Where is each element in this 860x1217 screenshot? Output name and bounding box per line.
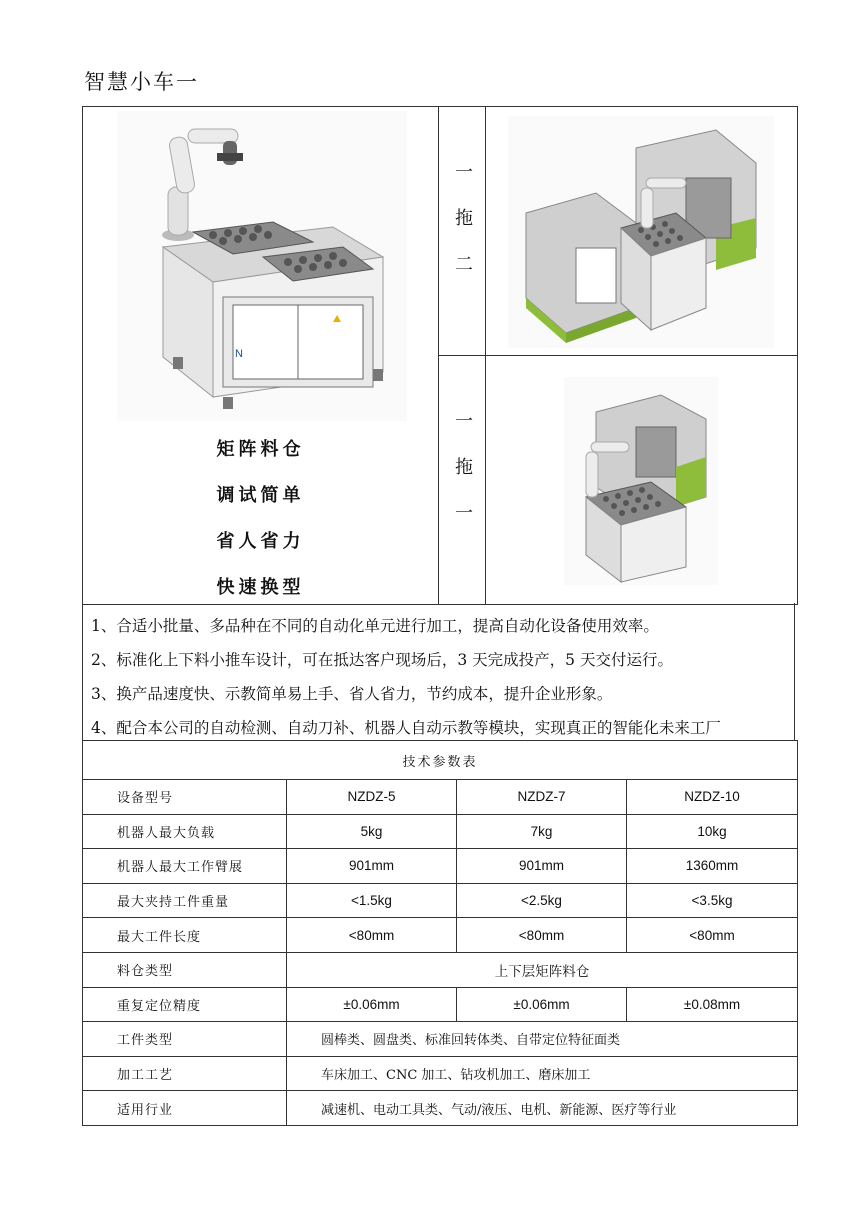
page-title: 智慧小车一 — [84, 70, 199, 94]
product-overview-table — [82, 106, 798, 605]
model-name: NZDZ-5 — [287, 780, 457, 815]
one-to-one-layout-image — [486, 357, 796, 604]
feature-list — [83, 435, 438, 599]
spec-label: 适用行业 — [83, 1091, 287, 1126]
description-line: 1、合适小批量、多品种在不同的自动化单元进行加工，提高自动化设备使用效率。 — [91, 617, 659, 635]
spec-value: 901mm — [287, 849, 457, 884]
spec-value: 10kg — [627, 814, 798, 849]
table-row — [83, 1091, 798, 1126]
model-name: NZDZ-10 — [627, 780, 798, 815]
spec-value: <3.5kg — [627, 883, 798, 918]
spec-label: 加工工艺 — [83, 1056, 287, 1091]
feature-item: 快速换型 — [216, 577, 305, 598]
config-label-cell — [439, 107, 486, 356]
smart-cart-robot-image — [83, 107, 437, 427]
spec-value: 901mm — [457, 849, 627, 884]
spec-label: 最大夹持工件重量 — [83, 883, 287, 918]
config-image-cell — [486, 107, 798, 356]
description-line: 4、配合本公司的自动检测、自动刀补、机器人自动示教等模块，实现真正的智能化未来工厂 — [91, 719, 721, 737]
description-line: 3、换产品速度快、示教简单易上手、省人省力，节约成本，提升企业形象。 — [91, 685, 613, 703]
spec-value: ±0.06mm — [457, 987, 627, 1022]
table-row — [83, 1056, 798, 1091]
spec-value: 圆棒类、圆盘类、标准回转体类、自带定位特征面类 — [287, 1022, 798, 1057]
table-row — [83, 918, 798, 953]
spec-value: 5kg — [287, 814, 457, 849]
spec-label: 重复定位精度 — [83, 987, 287, 1022]
one-to-two-layout-image — [486, 108, 796, 355]
spec-label: 机器人最大工作臂展 — [83, 849, 287, 884]
feature-item: 省人省力 — [216, 531, 305, 552]
spec-value: <80mm — [457, 918, 627, 953]
spec-value: ±0.06mm — [287, 987, 457, 1022]
spec-value: 上下层矩阵料仓 — [287, 952, 798, 987]
spec-value: <80mm — [627, 918, 798, 953]
description-line: 2、标准化上下料小推车设计，可在抵达客户现场后，3 天完成投产，5 天交付运行。 — [91, 651, 673, 669]
spec-table — [82, 740, 798, 1126]
spec-label: 料仓类型 — [83, 952, 287, 987]
spec-value: ±0.08mm — [627, 987, 798, 1022]
config-label-one-to-two: 一拖二 — [452, 162, 473, 300]
spec-value: <80mm — [287, 918, 457, 953]
table-row — [83, 883, 798, 918]
spec-label: 工件类型 — [83, 1022, 287, 1057]
spec-label: 设备型号 — [83, 780, 287, 815]
feature-item: 调试简单 — [216, 485, 305, 506]
config-label-cell — [439, 356, 486, 605]
spec-value: 车床加工、CNC 加工、钻攻机加工、磨床加工 — [287, 1056, 798, 1091]
table-row — [83, 952, 798, 987]
table-row — [83, 849, 798, 884]
spec-value: 7kg — [457, 814, 627, 849]
table-row — [83, 1022, 798, 1057]
config-label-one-to-one: 一拖一 — [452, 411, 473, 549]
spec-value: <1.5kg — [287, 883, 457, 918]
model-name: NZDZ-7 — [457, 780, 627, 815]
spec-value: 减速机、电动工具类、气动/液压、电机、新能源、医疗等行业 — [287, 1091, 798, 1126]
spec-value: <2.5kg — [457, 883, 627, 918]
svg-text:N: N — [235, 348, 243, 360]
table-row — [83, 987, 798, 1022]
spec-value: 1360mm — [627, 849, 798, 884]
spec-table-title: 技术参数表 — [83, 741, 798, 780]
config-image-cell — [486, 356, 798, 605]
table-row — [83, 780, 798, 815]
description-block — [82, 603, 795, 741]
feature-item: 矩阵料仓 — [216, 439, 305, 460]
spec-label: 机器人最大负载 — [83, 814, 287, 849]
spec-label: 最大工件长度 — [83, 918, 287, 953]
main-product-cell — [83, 107, 439, 605]
table-row — [83, 814, 798, 849]
